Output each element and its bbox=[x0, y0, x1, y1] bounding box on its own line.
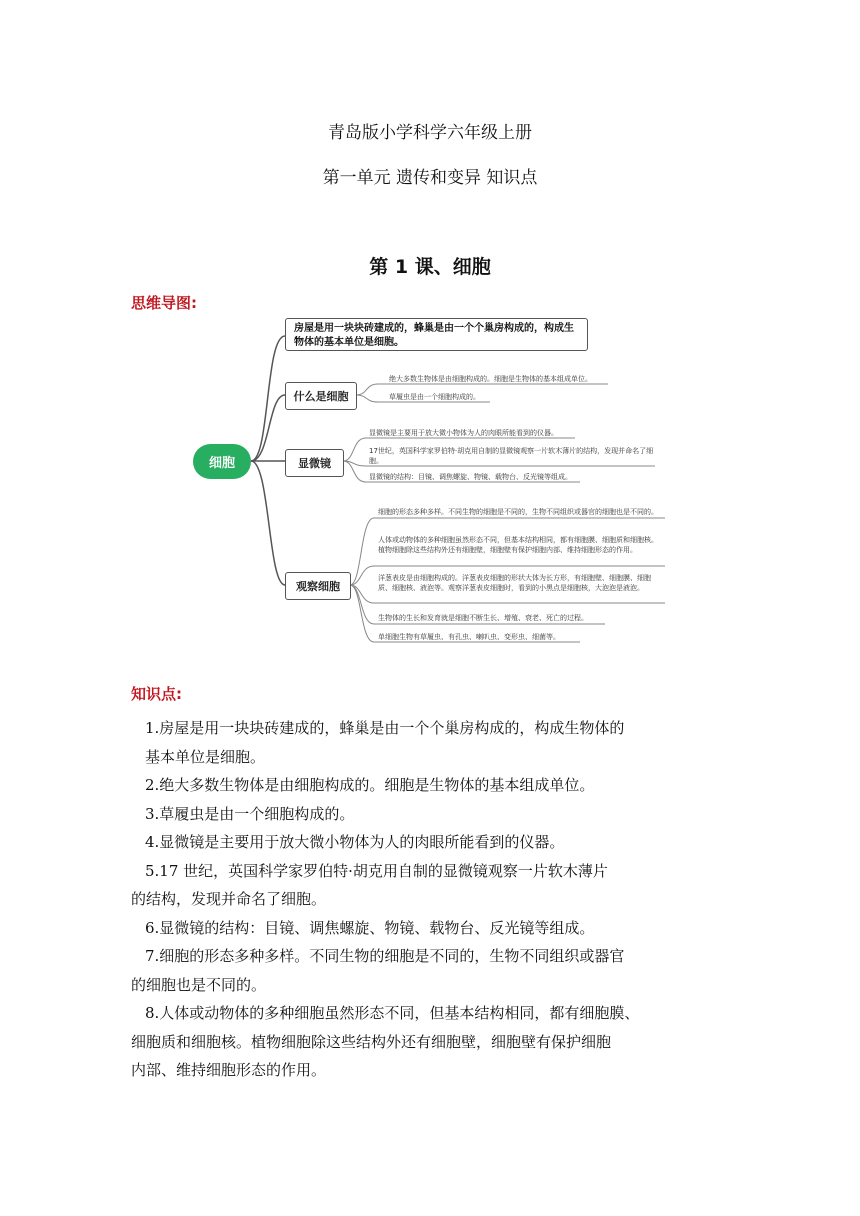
mindmap-branch-what-is-cell: 什么是细胞 bbox=[285, 382, 357, 410]
point-line: 细胞质和细胞核。植物细胞除这些结构外还有细胞壁，细胞壁有保护细胞 bbox=[131, 1032, 612, 1051]
lesson-title: 第 1 课、细胞 bbox=[369, 256, 491, 278]
point-line: 3.草履虫是由一个细胞构成的。 bbox=[145, 804, 355, 823]
unit-title: 第一单元 遗传和变异 知识点 bbox=[322, 168, 538, 188]
mindmap-leaf: 草履虫是由一个细胞构成的。 bbox=[389, 393, 480, 401]
point-line: 的结构，发现并命名了细胞。 bbox=[131, 890, 327, 908]
mindmap-leaf: 生物体的生长和发育就是细胞不断生长、增殖、衰老、死亡的过程。 bbox=[378, 614, 588, 622]
points-label: 知识点: bbox=[131, 685, 182, 703]
point-line: 8.人体或动物体的多种细胞虽然形态不同，但基本结构相同，都有细胞膜、 bbox=[145, 1004, 640, 1022]
point-line: 的细胞也是不同的。 bbox=[131, 975, 267, 994]
mindmap-leaf: 人体或动物体的多种细胞虽然形态不同，但基本结构相同，都有细胞膜、细胞质和细胞核。植物细胞除这些结构外还有细胞壁，细胞壁有保护细胞内部、维持细胞形态的作用。 bbox=[378, 536, 658, 554]
mindmap-leaf: 17世纪，英国科学家罗伯特·胡克用自制的显微镜观察一片软木薄片的结构，发现并命名了细胞。 bbox=[369, 447, 654, 465]
point-line: 2.绝大多数生物体是由细胞构成的。细胞是生物体的基本组成单位。 bbox=[145, 776, 595, 794]
point-line: 1.房屋是用一块块砖建成的，蜂巢是由一个个巢房构成的，构成生物体的 bbox=[145, 719, 625, 737]
mindmap-top-note: 房屋是用一块块砖建成的，蜂巢是由一个个巢房构成的，构成生物体的基本单位是细胞。 bbox=[285, 318, 588, 351]
knowledge-points bbox=[131, 714, 731, 1085]
point-line: 基本单位是细胞。 bbox=[145, 747, 266, 766]
mindmap-label: 思维导图: bbox=[131, 294, 197, 312]
mindmap-leaf: 显微镜的结构：目镜、调焦螺旋、物镜、载物台、反光镜等组成。 bbox=[369, 473, 572, 481]
point-line: 7.细胞的形态多种多样。不同生物的细胞是不同的，生物不同组织或器官 bbox=[145, 947, 625, 965]
mindmap-leaf: 绝大多数生物体是由细胞构成的。细胞是生物体的基本组成单位。 bbox=[389, 375, 592, 383]
mindmap-leaf: 单细胞生物有草履虫、有孔虫、喇叭虫、变形虫、细菌等。 bbox=[378, 633, 560, 641]
point-line: 内部、维持细胞形态的作用。 bbox=[131, 1061, 327, 1079]
mindmap-leaf: 细胞的形态多种多样。不同生物的细胞是不同的，生物不同组织或器官的细胞也是不同的。 bbox=[378, 508, 658, 516]
mindmap-leaf: 显微镜是主要用于放大微小物体为人的肉眼所能看到的仪器。 bbox=[369, 429, 558, 437]
mindmap-root: 细胞 bbox=[193, 444, 251, 479]
mindmap-leaf: 洋葱表皮是由细胞构成的。洋葱表皮细胞的形状大体为长方形，有细胞壁、细胞膜、细胞质、细胞核、液泡等。观察洋葱表皮细胞时，看到的小黑点是细胞核，大泡泡是液泡。 bbox=[378, 574, 651, 592]
point-line: 5.17 世纪，英国科学家罗伯特·胡克用自制的显微镜观察一片软木薄片 bbox=[145, 861, 608, 880]
book-title: 青岛版小学科学六年级上册 bbox=[328, 123, 532, 143]
mindmap-branch-observe-cell: 观察细胞 bbox=[285, 572, 351, 600]
point-line: 6.显微镜的结构：目镜、调焦螺旋、物镜、载物台、反光镜等组成。 bbox=[145, 918, 595, 937]
mindmap-branch-microscope: 显微镜 bbox=[285, 449, 344, 477]
point-line: 4.显微镜是主要用于放大微小物体为人的肉眼所能看到的仪器。 bbox=[145, 833, 565, 851]
